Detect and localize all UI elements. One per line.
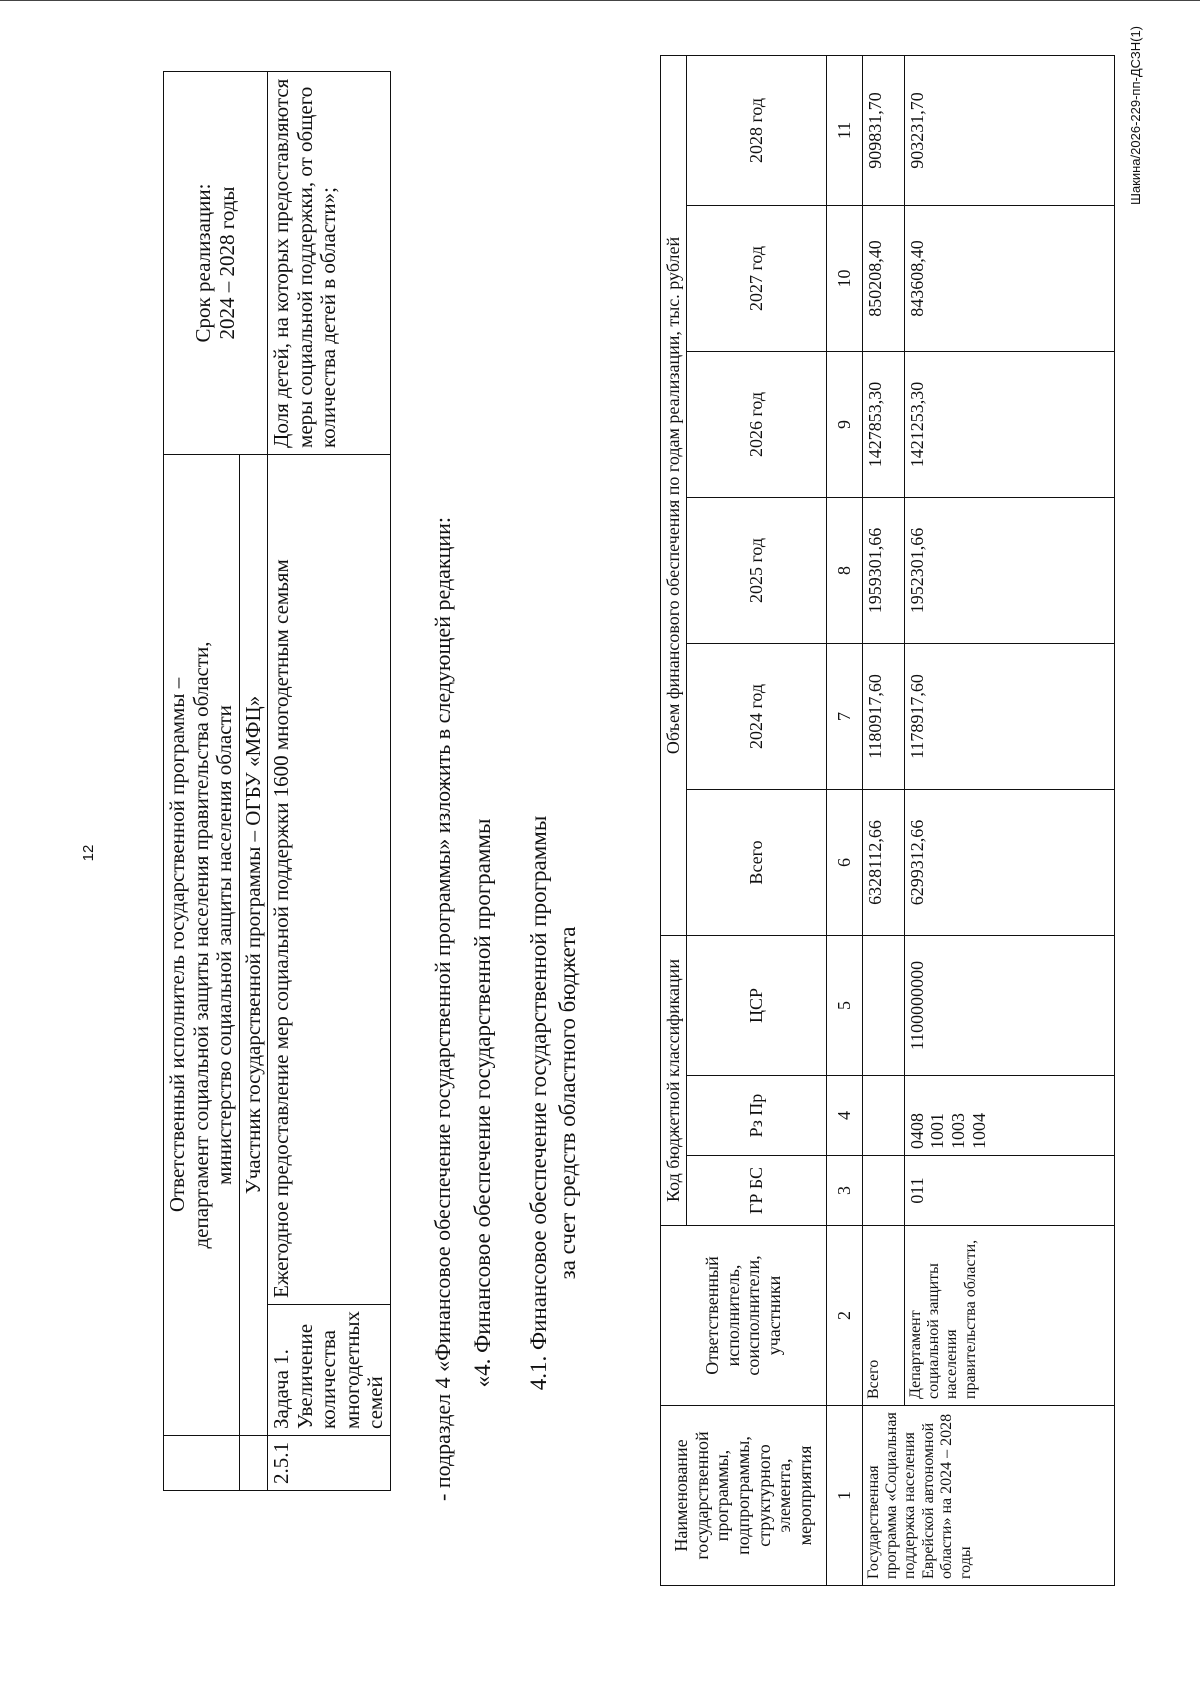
col-number: 3 [826, 1156, 862, 1226]
rzpr-cell [862, 1076, 904, 1156]
csr-cell [862, 935, 904, 1075]
period-value: 2024 – 2028 годы [214, 186, 239, 340]
task-indicator: Доля детей, на которых предоставляются меры социальной поддержки, от общего количества детей в области»; [268, 72, 391, 455]
col-header-kbk: Код бюджетной классификации [661, 935, 687, 1225]
task-row [268, 72, 391, 1491]
empty-cell [239, 1436, 268, 1491]
section-heading-4: «4. Финансовое обеспечение государственной программы [470, 818, 495, 1388]
rzpr-cell: 0408 1001 1003 1004 [904, 1076, 1114, 1156]
subsection-amendment-text: - подраздел 4 «Финансовое обеспечение государственной программы» изложить в следующей редакции: [430, 516, 455, 1501]
col-header-2028: 2028 год [686, 55, 826, 205]
col-number: 4 [826, 1076, 862, 1156]
document-stamp: Шакина/2026-229-пп-ДСЗН(1) [1128, 26, 1143, 205]
col-header-grbs: ГР БС [686, 1156, 826, 1226]
executor-cell: Всего [862, 1226, 904, 1406]
period-label: Срок реализации: [191, 183, 216, 343]
task-name: Задача 1. Увеличение количества многодетных семей [268, 1304, 391, 1435]
col-number: 11 [826, 55, 862, 205]
heading-4-1-line-2: за счет средств областного бюджета [554, 926, 580, 1280]
amount-2025-cell: 1959301,66 [862, 497, 904, 643]
executor-row [164, 72, 240, 1491]
section-heading-4-1 [525, 500, 583, 1706]
executor-label: Ответственный исполнитель государственной программы – [165, 677, 189, 1213]
amount-2027-cell: 843608,40 [904, 205, 1114, 351]
amount-2026-cell: 1421253,30 [904, 351, 1114, 497]
col-header-csr: ЦСР [686, 935, 826, 1075]
col-number: 1 [826, 1406, 862, 1586]
col-number: 8 [826, 497, 862, 643]
amount-2028-cell: 909831,70 [862, 55, 904, 205]
col-number: 2 [826, 1226, 862, 1406]
col-header-2026: 2026 год [686, 351, 826, 497]
header-row-1 [661, 55, 687, 1585]
col-header-2027: 2027 год [686, 205, 826, 351]
col-header-2024: 2024 год [686, 643, 826, 789]
amount-2025-cell: 1952301,66 [904, 497, 1114, 643]
col-header-name: Наименование государственной программы, подпрограммы, структурного элемента, мероприятия [661, 1406, 827, 1586]
amount-2024-cell: 1178917,60 [904, 643, 1114, 789]
page-number: 12 [80, 844, 97, 862]
grbs-cell: 011 [904, 1156, 1114, 1226]
amount-2026-cell: 1427853,30 [862, 351, 904, 497]
col-number: 10 [826, 205, 862, 351]
csr-cell: 1100000000 [904, 935, 1114, 1075]
col-number: 9 [826, 351, 862, 497]
implementation-period-cell [164, 72, 268, 455]
finance-table [660, 55, 1115, 1586]
col-header-executor: Ответственный исполнитель, соисполнители, участники [661, 1226, 827, 1406]
heading-4-1-line-1: 4.1. Финансовое обеспечение государственной программы [526, 815, 551, 1391]
column-number-row [826, 55, 862, 1585]
task-code: 2.5.1 [268, 1436, 391, 1491]
participant-cell: Участник государственной программы – ОГБУ «МФЦ» [239, 454, 268, 1435]
table-row [862, 55, 904, 1585]
col-number: 5 [826, 935, 862, 1075]
executor-cell: Департамент социальной защиты населения правительства области, [904, 1226, 1114, 1406]
col-header-volume: Объем финансового обеспечения по годам реализации, тыс. рублей [661, 55, 687, 935]
col-header-2025: 2025 год [686, 497, 826, 643]
grbs-cell [862, 1156, 904, 1226]
amount-2028-cell: 903231,70 [904, 55, 1114, 205]
responsible-executor-cell [164, 454, 240, 1435]
col-number: 6 [826, 789, 862, 935]
total-cell: 6328112,66 [862, 789, 904, 935]
empty-cell [164, 1436, 240, 1491]
executor-line-2: департамент социальной защиты населения правительства области, [188, 641, 213, 1249]
task-measure: Ежегодное предоставление мер социальной поддержки 1600 многодетным семьям [268, 454, 391, 1304]
program-name-cell: Государственная программа «Социальная поддержка населения Еврейской автономной области» на 2024 – 2028 годы [862, 1406, 1114, 1586]
col-header-rzpr: Рз Пр [686, 1076, 826, 1156]
total-cell: 6299312,66 [904, 789, 1114, 935]
amount-2024-cell: 1180917,60 [862, 643, 904, 789]
table-row [904, 55, 1114, 1585]
executor-line-3: министерство социальной защиты населения области [212, 705, 237, 1185]
col-number: 7 [826, 643, 862, 789]
amount-2027-cell: 850208,40 [862, 205, 904, 351]
col-header-total: Всего [686, 789, 826, 935]
program-passport-table [163, 71, 391, 1491]
